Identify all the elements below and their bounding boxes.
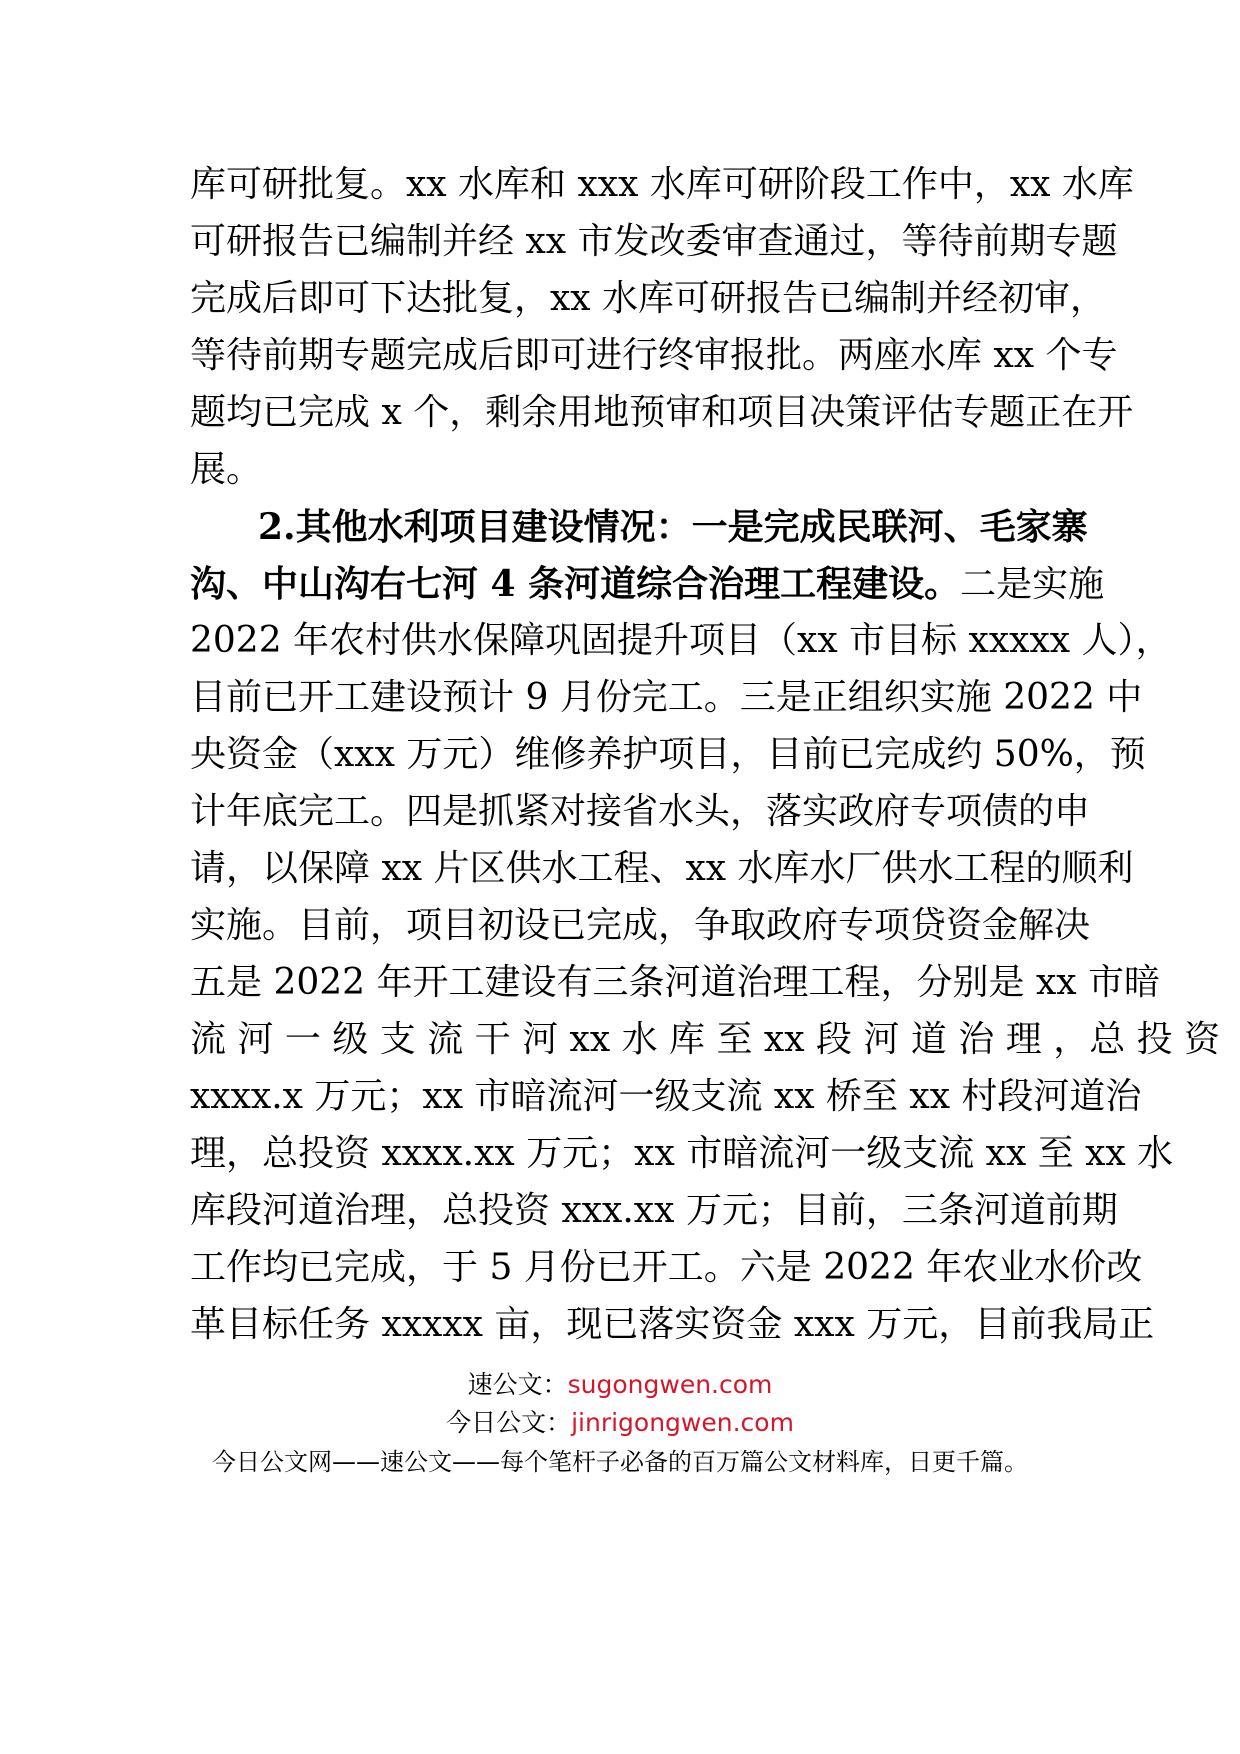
body-text-line: 等待前期专题完成后即可进行终审报批。两座水库 xx 个专: [190, 335, 1118, 376]
body-text-line: 完成后即可下达批复，xx 水库可研报告已编制并经初审，: [190, 278, 1107, 319]
footer-label: 今日公文：: [446, 1408, 572, 1437]
body-text-line: 库可研批复。xx 水库和 xxx 水库可研阶段工作中，xx 水库: [190, 164, 1134, 205]
body-text-line: xxxx.x 万元；xx 市暗流河一级支流 xx 桥至 xx 村段河道治: [190, 1076, 1142, 1117]
footer-url[interactable]: sugongwen.com: [567, 1370, 773, 1399]
body-text-line: 央资金（xxx 万元）维修养护项目，目前已完成约 50%，预: [190, 734, 1146, 775]
footer-link-jinrigongwen[interactable]: [0, 1408, 1240, 1438]
body-text-line: 展。: [190, 449, 263, 490]
body-text-line: 实施。目前，项目初设已完成，争取政府专项贷资金解决: [190, 905, 1091, 946]
body-text-line: [190, 563, 1105, 605]
section-heading: 2.其他水利项目建设情况：一是完成民联河、毛家寨: [258, 506, 1088, 548]
body-text-span: 二是实施: [960, 564, 1105, 605]
footer-link-sugongwen[interactable]: [0, 1370, 1240, 1400]
body-text-line: 2022 年农村供水保障巩固提升项目（xx 市目标 xxxxx 人），: [190, 620, 1172, 661]
body-text-line: 工作均已完成，于 5 月份已开工。六是 2022 年农业水价改: [190, 1247, 1143, 1288]
footer-label: 速公文：: [467, 1370, 568, 1399]
body-text-line: 题均已完成 x 个，剩余用地预审和项目决策评估专题正在开: [190, 392, 1134, 433]
body-text-line: 可研报告已编制并经 xx 市发改委审查通过，等待前期专题: [190, 221, 1118, 262]
body-text-line: 革目标任务 xxxxx 亩，现已落实资金 xxx 万元，目前我局正: [190, 1304, 1155, 1345]
body-text-line: 流 河 一 级 支 流 干 河 xx 水 库 至 xx 段 河 道 治 理 ，总 投 资: [190, 1019, 1221, 1060]
body-text-line: 库段河道治理，总投资 xxx.xx 万元；目前，三条河道前期: [190, 1190, 1118, 1231]
footer-url[interactable]: jinrigongwen.com: [571, 1408, 794, 1437]
body-text-line: 五是 2022 年开工建设有三条河道治理工程，分别是 xx 市暗: [190, 962, 1160, 1003]
footer-tagline: 今日公文网——速公文——每个笔杆子必备的百万篇公文材料库，日更千篇。: [212, 1448, 1028, 1476]
body-text-line: 请，以保障 xx 片区供水工程、xx 水库水厂供水工程的顺利: [190, 848, 1134, 889]
section-heading-continued: 沟、中山沟右七河 4 条河道综合治理工程建设。: [190, 563, 961, 605]
body-text-line: 理，总投资 xxxx.xx 万元；xx 市暗流河一级支流 xx 至 xx 水: [190, 1133, 1174, 1174]
body-text-line: 计年底完工。四是抓紧对接省水头，落实政府专项债的申: [190, 791, 1091, 832]
body-text-line: 目前已开工建设预计 9 月份完工。三是正组织实施 2022 中: [190, 677, 1143, 718]
